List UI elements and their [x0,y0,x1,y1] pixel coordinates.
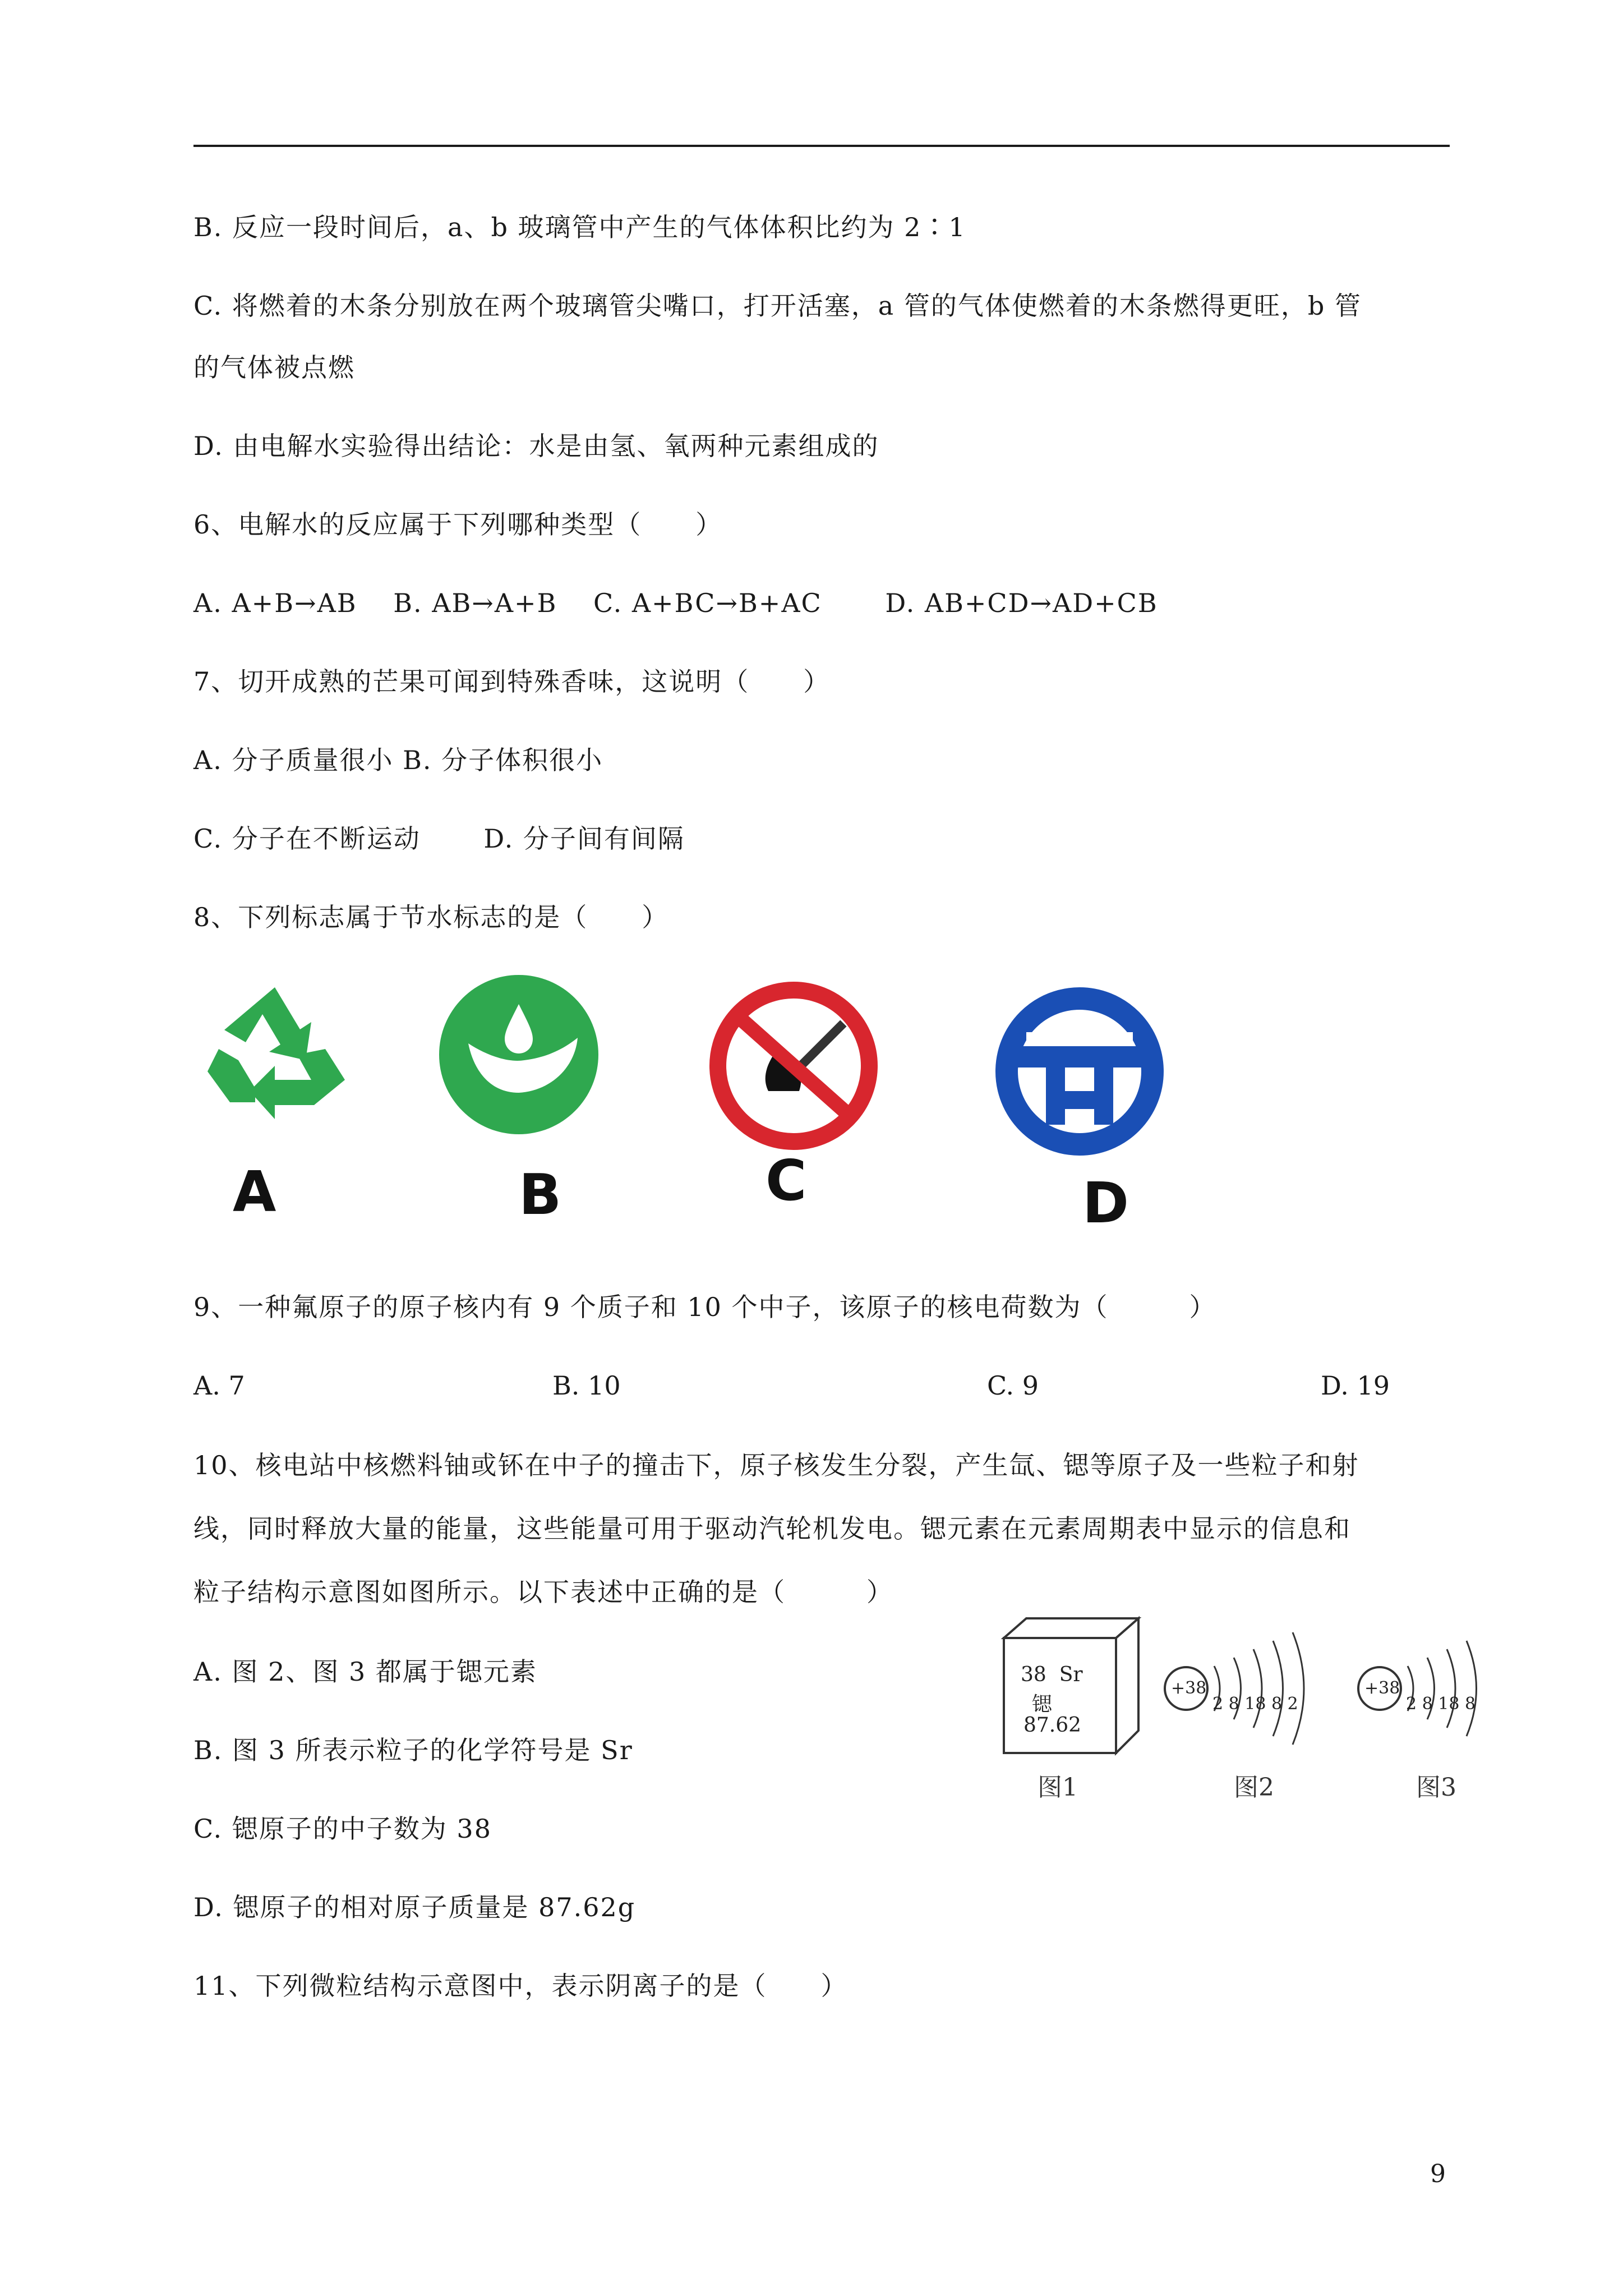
question-6: 6、电解水的反应属于下列哪种类型（ ） [193,509,723,540]
sign-d [993,984,1166,1236]
sign-c [707,979,880,1213]
q10-option-d: D. 锶原子的相对原子质量是 87.62g [193,1892,636,1922]
figure-1-element-cell [998,1616,1144,1802]
header-rule [193,145,1450,147]
sign-a-label: A [233,1159,276,1225]
figure-2-atom-structure [1161,1604,1318,1802]
sign-b [435,970,603,1227]
no-fire-icon [707,979,880,1153]
q10-option-b: B. 图 3 所表示粒子的化学符号是 Sr [193,1735,633,1765]
question-6-options: A. A+B→AB B. AB→A+B C. A+BC→B+AC D. AB+CD→AD+CB [193,588,1158,618]
q5-option-d: D. 由电解水实验得出结论：水是由氢、氧两种元素组成的 [193,431,879,461]
sign-c-label: C [766,1148,807,1213]
figure-2-nucleus: +38 [1171,1678,1207,1698]
q10-option-c: C. 锶原子的中子数为 38 [193,1814,492,1844]
question-7: 7、切开成熟的芒果可闻到特殊香味，这说明（ ） [193,666,831,697]
element-symbol: Sr [1059,1663,1083,1686]
question-8: 8、下列标志属于节水标志的是（ ） [193,902,669,932]
recycle-icon [196,976,353,1128]
sign-b-label: B [519,1162,562,1227]
figure-3-ion-structure [1354,1616,1483,1802]
q9-option-a: A. 7 [193,1370,245,1401]
figure-3-nucleus: +38 [1364,1678,1400,1698]
question-7-options-ab: A. 分子质量很小 B. 分子体积很小 [193,745,603,775]
figure-3-shells: 2 8 18 8 [1406,1694,1476,1714]
figure-1-caption: 图1 [1038,1773,1078,1802]
element-name: 锶 [1032,1693,1053,1716]
q9-option-d: D. 19 [1321,1370,1390,1401]
q5-option-b: B. 反应一段时间后，a、b 玻璃管中产生的气体体积比约为 2∶1 [193,212,966,242]
q5-option-c-line2: 的气体被点燃 [193,352,355,383]
q9-option-b: B. 10 [552,1370,621,1401]
sign-d-label: D [1082,1170,1129,1236]
sign-a [196,976,353,1225]
water-saving-icon [435,970,603,1139]
question-10-line2: 线，同时释放大量的能量，这些能量可用于驱动汽轮机发电。锶元素在元素周期表中显示的信息和 [193,1513,1351,1544]
question-11: 11、下列微粒结构示意图中，表示阴离子的是（ ） [193,1971,848,2001]
question-7-options-cd: C. 分子在不断运动 D. 分子间有间隔 [193,823,685,854]
element-mass: 87.62 [1023,1714,1082,1737]
question-10-line1: 10、核电站中核燃料铀或钚在中子的撞击下，原子核发生分裂，产生氙、锶等原子及一些粒子和射 [193,1450,1359,1480]
q10-option-a: A. 图 2、图 3 都属于锶元素 [193,1657,537,1687]
figure-2-shells: 2 8 18 8 2 [1212,1694,1298,1714]
figure-2-caption: 图2 [1234,1773,1274,1802]
figure-3-caption: 图3 [1416,1773,1456,1802]
sign-d-icon [993,984,1166,1158]
page-number: 9 [1430,2160,1446,2188]
q9-option-c: C. 9 [987,1370,1039,1401]
question-10-line3: 粒子结构示意图如图所示。以下表述中正确的是（ ） [193,1577,893,1607]
question-9: 9、一种氟原子的原子核内有 9 个质子和 10 个中子，该原子的核电荷数为（ ） [193,1292,1216,1322]
element-atomic-number: 38 [1021,1663,1046,1686]
q5-option-c-line1: C. 将燃着的木条分别放在两个玻璃管尖嘴口，打开活塞，a 管的气体使燃着的木条燃得更旺，b 管 [193,291,1362,321]
